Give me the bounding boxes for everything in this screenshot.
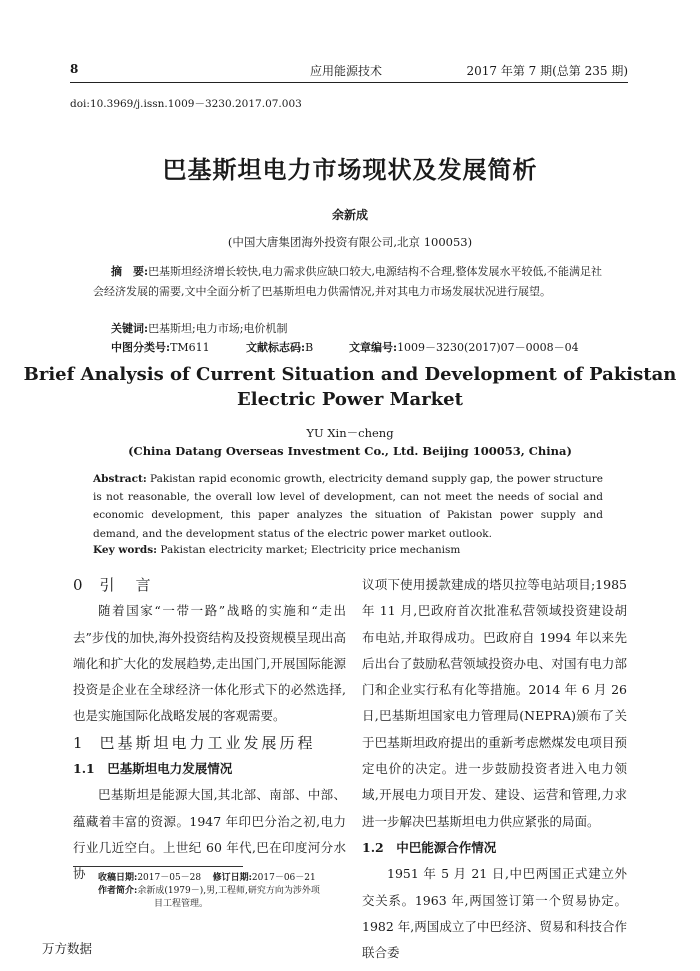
clc-label: 中图分类号: bbox=[111, 341, 171, 354]
footnote-author-continued: 目工程管理。 bbox=[154, 899, 209, 909]
received-label: 收稿日期: bbox=[98, 873, 138, 883]
affiliation-english: (China Datang Overseas Investment Co., Ltd. Beijing 100053, China) bbox=[128, 444, 572, 458]
article-number-label: 文章编号: bbox=[349, 341, 398, 354]
received-date: 2017－05－28 bbox=[137, 873, 202, 883]
abstract-chinese-text: 巴基斯坦经济增长较快,电力需求供应缺口较大,电源结构不合理,整体发展水平较低,不能满足社会经济发展的需要,文中全面分析了巴基斯坦电力供需情况,并对其电力市场发展状况进行展望。 bbox=[93, 265, 603, 298]
journal-name: 应用能源技术 bbox=[310, 64, 383, 78]
section-0-title: 引 言 bbox=[99, 576, 154, 594]
title-english-line-1: Brief Analysis of Current Situation and Development of Pakistan bbox=[23, 364, 677, 385]
doi: doi:10.3969/j.issn.1009－3230.2017.07.003 bbox=[70, 98, 302, 110]
keywords-english-label: Key words: bbox=[93, 544, 158, 556]
section-1-title: 巴基斯坦电力工业发展历程 bbox=[99, 733, 316, 752]
body-column-left bbox=[73, 572, 346, 888]
section-1-2-heading: 1.2 中巴能源合作情况 bbox=[362, 839, 497, 855]
keywords-chinese-text: 巴基斯坦;电力市场;电价机制 bbox=[148, 322, 288, 335]
footnote-divider bbox=[73, 866, 243, 867]
abstract-english-text: Pakistan rapid economic growth, electricity demand supply gap, the power structure is not reasonable, the overall low level of development, can not meet the needs of social and economic development, this paper analyzes the situation of Pakistan power supply and demand, and the development status of the electric power market outlook. bbox=[93, 473, 603, 540]
author-chinese: 余新成 bbox=[331, 208, 368, 222]
abstract-chinese bbox=[93, 262, 603, 301]
clc-number bbox=[111, 339, 210, 355]
abstract-chinese-label: 摘 要: bbox=[111, 265, 149, 278]
issue-info: 2017 年第 7 期(总第 235 期) bbox=[466, 64, 628, 78]
body-column-right bbox=[362, 572, 627, 966]
clc-value: TM611 bbox=[170, 341, 210, 354]
section-1-1-paragraph: 巴基斯坦是能源大国,其北部、南部、中部、蕴藏着丰富的资源。1947 年印巴分治之初,电力行业几近空白。上世纪 60 年代,巴在印度河分水协 bbox=[73, 787, 346, 882]
keywords-chinese bbox=[111, 320, 287, 336]
footnote bbox=[98, 872, 348, 911]
affiliation-chinese: (中国大唐集团海外投资有限公司,北京 100053) bbox=[227, 235, 473, 249]
title-chinese: 巴基斯坦电力市场现状及发展简析 bbox=[162, 155, 538, 184]
document-code bbox=[246, 339, 313, 355]
author-english: YU Xin－cheng bbox=[306, 426, 394, 440]
keywords-chinese-label: 关键词: bbox=[111, 322, 149, 335]
section-0-paragraph: 随着国家“一带一路”战略的实施和“走出去”步伐的加快,海外投资结构及投资规模呈现出高端化和扩大化的发展趋势,走出国门,开展国际能源投资是企业在全球经济一体化形式下的必然选择,也是实施国际化战略发展的客观需要。 bbox=[73, 603, 346, 724]
doc-code-value: B bbox=[305, 341, 314, 354]
section-1-heading bbox=[73, 730, 346, 756]
section-0-number: 0 bbox=[73, 576, 86, 594]
article-number bbox=[349, 339, 579, 355]
doc-code-label: 文献标志码: bbox=[246, 341, 306, 354]
abstract-english-label: Abstract: bbox=[93, 473, 147, 485]
wanfang-watermark: 万方数据 bbox=[42, 941, 93, 956]
section-0-heading bbox=[73, 572, 346, 598]
section-1-1-heading: 1.1 巴基斯坦电力发展情况 bbox=[73, 761, 233, 777]
running-head bbox=[70, 60, 628, 83]
revised-label: 修订日期: bbox=[212, 873, 252, 883]
author-bio-text: 余新成(1979－),男,工程师,研究方向为涉外项 bbox=[137, 886, 320, 896]
author-bio-label: 作者简介: bbox=[98, 886, 138, 896]
footnote-dates bbox=[98, 872, 348, 885]
page-number: 8 bbox=[70, 62, 79, 76]
article-number-value: 1009－3230(2017)07－0008－04 bbox=[397, 341, 579, 354]
keywords-english-text: Pakistan electricity market; Electricity price mechanism bbox=[157, 544, 461, 556]
section-1-2-paragraph: 1951 年 5 月 21 日,中巴两国正式建立外交关系。1963 年,两国签订第一个贸易协定。1982 年,两国成立了中巴经济、贸易和科技合作联合委 bbox=[362, 866, 627, 961]
title-english-line-2: Electric Power Market bbox=[237, 389, 463, 410]
section-1-number: 1 bbox=[73, 733, 86, 752]
keywords-english bbox=[93, 544, 460, 556]
section-1-1-paragraph-continued: 议项下使用援款建成的塔贝拉等电站项目;1985 年 11 月,巴政府首次批准私营领域投资建设胡布电站,并取得成功。巴政府自 1994 年以来先后出台了鼓励私营领域投资办电、对国有电力部门和企业实行私有化等措施。2014 年 6 月 26 日,巴基斯坦国家电力管理局(NEPRA)颁布了关于巴基斯坦政府提出的重新考虑燃煤发电项目预定电价的决定。进一步鼓励投资者进入电力领域,开展电力项目开发、建设、运营和管理,力求进一步解决巴基斯坦电力供应紧张的局面。 bbox=[362, 577, 627, 829]
footnote-author bbox=[98, 885, 348, 898]
title-english bbox=[0, 362, 700, 412]
revised-date: 2017－06－21 bbox=[251, 873, 316, 883]
abstract-english bbox=[93, 470, 603, 543]
